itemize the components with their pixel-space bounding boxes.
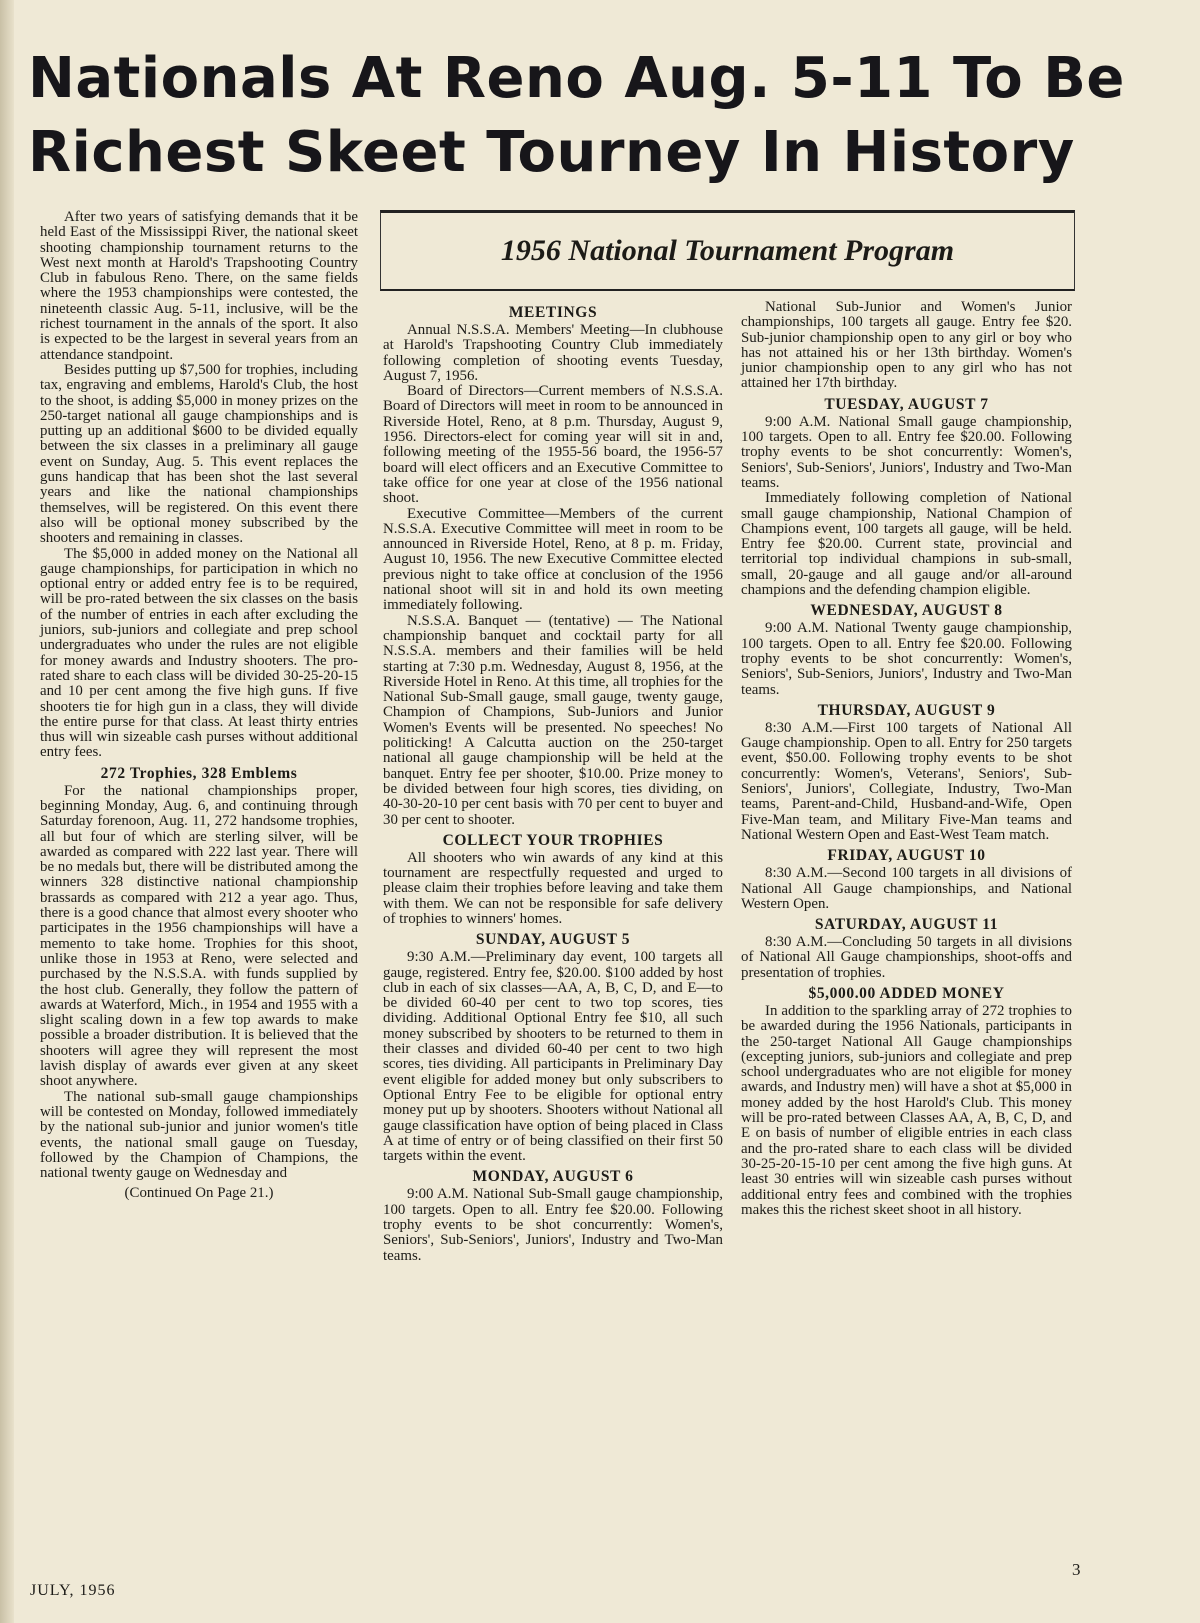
headline-line-1: Nationals At Reno Aug. 5-11 To Be xyxy=(28,46,1125,111)
section-heading-meetings: MEETINGS xyxy=(508,304,598,321)
section-heading-monday: MONDAY, AUGUST 6 xyxy=(472,1168,634,1186)
program-title-box xyxy=(380,210,1075,291)
headline-line-2: Richest Skeet Tourney In History xyxy=(28,120,1075,185)
program-paragraph: 9:00 A.M. National Sub-Small gauge championship, 100 targets. Open to all. Entry fee $20.00. Following trophy events to be shot concurrently: Women's, Seniors', Sub-Seniors', Juniors', Industry and Two-Man teams. xyxy=(383,1186,723,1264)
program-paragraph: Board of Directors—Current members of N.S.S.A. Board of Directors will meet in room to be announced in Riverside Hotel, Reno, at 8 p.m. Thursday, August 9, 1956. Directors-elect for coming year will sit in and, following meeting of the 1955-56 board, the 1956-57 board will elect officers and an Executive Committee to take office for one year at close of the 1956 national shoot. xyxy=(383,383,723,507)
section-heading-wednesday: WEDNESDAY, AUGUST 8 xyxy=(810,602,1003,620)
section-heading-tuesday: TUESDAY, AUGUST 7 xyxy=(824,395,989,413)
article-paragraph: Besides putting up $7,500 for trophies, including tax, engraving and emblems, Harold's Club, the host to the shoot, is adding $5,000 in money prizes on the 250-target national all gauge championships and is putting up an additional $600 to be divided equally between the six classes in a preliminary all gauge event on Sunday, Aug. 5. This event replaces the guns handicap that has been shot the last several years and like the national championships themselves, will be registered. On this event there also will be optional money subscribed by the shooters and remaining in classes. xyxy=(40,361,358,547)
program-column-right xyxy=(741,300,1072,1218)
program-paragraph: 9:00 A.M. National Small gauge championship, 100 targets. Open to all. Entry fee $20.00. Following trophy events to be shot concurrently: Women's, Seniors', Sub-Seniors', Juniors', Industry and Two-Man teams. xyxy=(741,413,1072,491)
section-heading-thursday: THURSDAY, AUGUST 9 xyxy=(817,701,996,719)
page-binding-shadow xyxy=(0,0,14,1623)
program-column-left xyxy=(383,300,723,1264)
article-paragraph: The national sub-small gauge championships will be contested on Monday, followed immediately by the national sub-junior and junior women's title events, the national small gauge on Tuesday, followed by the Champion of Champions, the national twenty gauge on Wednesday and xyxy=(40,1088,358,1182)
article-paragraph: The $5,000 in added money on the National all gauge championships, for participation in which no optional entry or added entry fee is to be required, will be pro-rated between the six classes on the basis of the number of entries in each after excluding the juniors, sub-juniors and collegiate and prep school undergraduates who under the rules are not eligible for money awards and Industry shooters. The pro-rated share to each class will be divided 30-25-20-15 and 10 per cent among the five high guns. If five shooters tie for high gun in a class, they will divide the entire purse for that class. At least thirty entries thus will win sizeable cash purses without additional entry fees. xyxy=(40,545,358,761)
program-paragraph: Annual N.S.S.A. Members' Meeting—In clubhouse at Harold's Trapshooting Country Club immediately following completion of shooting events Tuesday, August 7, 1956. xyxy=(383,322,723,384)
program-paragraph: N.S.S.A. Banquet — (tentative) — The National championship banquet and cocktail party for all N.S.S.A. members and their families will be held starting at 7:30 p.m. Wednesday, August 8, 1956, at the Riverside Hotel in Reno. At this time, all trophies for the National Sub-Small gauge, small gauge, twenty gauge, Champion of Champions, Sub-Juniors and Junior Women's Events will be presented. No speeches! No politicking! A Calcutta auction on the 250-target national all gauge championship will be held at the banquet. Entry fee per shooter, $10.00. Prize money to be divided between four high scores, ties dividing, on 40-30-20-10 per cent basis with 70 per cent to buyer and 30 per cent to shooter. xyxy=(383,612,723,828)
section-heading-collect: COLLECT YOUR TROPHIES xyxy=(442,831,664,849)
continued-note: (Continued On Page 21.) xyxy=(124,1185,274,1202)
article-column xyxy=(40,210,358,1202)
issue-date: JULY, 1956 xyxy=(30,1582,116,1599)
page-number: 3 xyxy=(1072,1560,1081,1579)
article-subhead: 272 Trophies, 328 Emblems xyxy=(100,764,298,782)
headline xyxy=(28,42,1178,190)
article-paragraph: For the national championships proper, beginning Monday, Aug. 6, and continuing through Saturday forenoon, Aug. 11, 272 handsome trophies, all but four of which are sterling silver, will be awarded as compared with 222 last year. There will be no medals but, there will be distributed among the winners 328 distinctive national championship brassards as compared with 212 a year ago. Thus, there is a good chance that almost every shooter who participates in the 1956 championships will have a memento to take home. Trophies for this shoot, unlike those in 1953 at Reno, were selected and purchased by the N.S.S.A. with funds supplied by the host club. Generally, they follow the pattern of awards at Waterford, Mich., in 1954 and 1955 with a slight scaling down in a few top awards to make possible a broader distribution. It is believed that the shooters will agree they will represent the most lavish display of awards ever given at any skeet shoot anywhere. xyxy=(40,782,358,1090)
program-paragraph: Executive Committee—Members of the current N.S.S.A. Executive Committee will meet in room to be announced in Riverside Hotel, Reno, at 8 p. m. Friday, August 10, 1956. The new Executive Committee elected previous night to take office at conclusion of the 1956 national shoot will sit in and hold its own meeting immediately following. xyxy=(383,505,723,614)
program-paragraph: 8:30 A.M.—Concluding 50 targets in all divisions of National All Gauge championships, shoot-offs and presentation of trophies. xyxy=(741,934,1072,981)
section-heading-saturday: SATURDAY, AUGUST 11 xyxy=(814,916,999,934)
program-paragraph: All shooters who win awards of any kind at this tournament are respectfully requested and urged to please claim their trophies before leaving and take them with them. We can not be responsible for safe delivery of trophies to winners' homes. xyxy=(383,849,723,927)
program-paragraph: 9:30 A.M.—Preliminary day event, 100 targets all gauge, registered. Entry fee, $20.00. $100 added by host club in each of six classes—AA, A, B, C, D, and E—to be divided 60-40 per cent to two top scores, ties dividing. Additional Optional Entry fee $10, all such money subscribed by shooters to be returned to them in their classes and divided 60-40 per cent to two high scores, ties dividing. All participants in Preliminary Day event eligible for added money but only subscribers to Optional Entry Fee to be eligible for optional entry money put up by shooters. Shooters without National all gauge classification have option of being placed in Class A at time of entry or of being classified on their first 50 targets within the event. xyxy=(383,949,723,1165)
program-paragraph: National Sub-Junior and Women's Junior championships, 100 targets all gauge. Entry fee $20. Sub-junior championship open to any girl or boy who has not attained his or her 13th birthday. Women's junior championship open to any girl who has not attained her 17th birthday. xyxy=(741,299,1072,392)
program-paragraph: In addition to the sparkling array of 272 trophies to be awarded during the 1956 Nationals, participants in the 250-target National All Gauge championships (excepting juniors, sub-juniors and collegiate and prep school undergraduates who are not eligible for money awards, and Industry men) will have a shot at $5,000 in money added by the host Harold's Club. This money will be pro-rated between Classes AA, A, B, C, D, and E on basis of number of eligible entries in each class and the pro-rated share to each class will be divided 30-25-20-15-10 per cent among the five high guns. At least 30 entries will win sizeable cash purses without additional entry fees and combined with the trophies makes this the richest skeet shoot in all history. xyxy=(741,1002,1072,1218)
section-heading-sunday: SUNDAY, AUGUST 5 xyxy=(475,931,631,949)
program-paragraph: 8:30 A.M.—First 100 targets of National All Gauge championship. Open to all. Entry for 250 targets event, $50.00. Following trophy events to be shot concurrently: Women's, Veterans', Seniors', Sub-Seniors', Juniors', Collegiate, Industry, Two-Man teams, Parent-and-Child, Husband-and-Wife, Open Five-Man team, and Military Five-Man teams and National Western Open and East-West Team match. xyxy=(741,719,1072,843)
section-heading-friday: FRIDAY, AUGUST 10 xyxy=(827,847,986,865)
section-heading-added-money: $5,000.00 ADDED MONEY xyxy=(808,984,1005,1002)
program-paragraph: Immediately following completion of National small gauge championship, National Champion of Champions event, 100 targets all gauge, will be held. Entry fee $20.00. Current state, provincial and territorial top individual champions in sub-small, small, 20-gauge and all gauge and/or all-around champions and the defending champion eligible. xyxy=(741,490,1072,599)
program-paragraph: 9:00 A.M. National Twenty gauge championship, 100 targets. Open to all. Entry fee $20.00. Following trophy events to be shot concurrently: Women's, Seniors', Sub-Seniors, Juniors', Industry and Two-Man teams. xyxy=(741,620,1072,698)
program-paragraph: 8:30 A.M.—Second 100 targets in all divisions of National All Gauge championships, and National Western Open. xyxy=(741,865,1072,912)
article-paragraph: After two years of satisfying demands that it be held East of the Mississippi River, the national skeet shooting championship tournament returns to the West next month at Harold's Trapshooting Country Club in fabulous Reno. There, on the same fields where the 1953 championships were contested, the nineteenth classic Aug. 5-11, inclusive, will be the richest tournament in the annals of the sport. It also is expected to be the largest in several years from an attendance standpoint. xyxy=(40,209,358,363)
program-title: 1956 National Tournament Program xyxy=(500,234,955,267)
